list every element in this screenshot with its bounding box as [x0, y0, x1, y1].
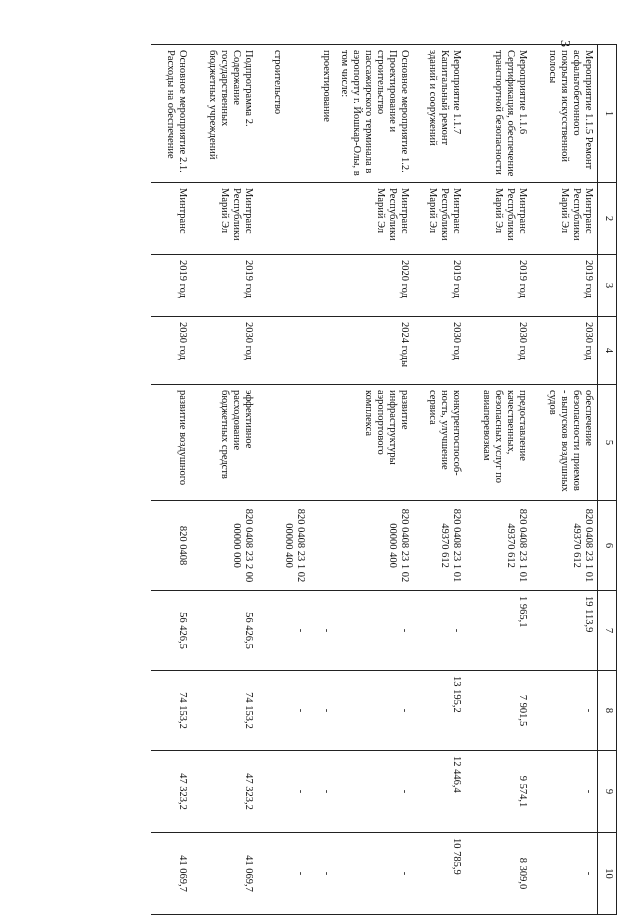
start-year: 2019 год: [151, 255, 191, 317]
end-year: 2030 год: [414, 317, 466, 385]
budget-table: [151, 44, 617, 915]
table-row: [257, 45, 309, 915]
start-year: 2019 год: [532, 255, 598, 317]
budget-code: 820 0408 23 1 02 00000 400: [335, 501, 413, 591]
executor: [257, 183, 309, 255]
measure-name: Основное мероприятие 2.1. Расходы на обеспечение: [151, 45, 191, 183]
expected-result: [257, 385, 309, 501]
value-col10: -: [335, 833, 413, 915]
value-col8: 7 901,5: [466, 671, 532, 751]
table-row: [414, 45, 466, 915]
header-cell: 1: [598, 45, 617, 183]
value-col10: -: [532, 833, 598, 915]
value-col9: -: [335, 751, 413, 833]
measure-name: Мероприятие 1.1.7 Капитальный ремонт зданий и сооружений: [414, 45, 466, 183]
header-row: [598, 45, 617, 915]
value-col7: -: [335, 591, 413, 671]
executor: Минтранс Республики Марий Эл: [335, 183, 413, 255]
start-year: 2019 год: [414, 255, 466, 317]
value-col10: 8 309,0: [466, 833, 532, 915]
budget-code: [309, 501, 335, 591]
value-col10: 41 069,7: [191, 833, 257, 915]
value-col9: 47 323,2: [151, 751, 191, 833]
value-col10: -: [309, 833, 335, 915]
end-year: [257, 317, 309, 385]
value-col7: 1 965,1: [466, 591, 532, 671]
value-col9: -: [309, 751, 335, 833]
value-col10: -: [257, 833, 309, 915]
start-year: 2019 год: [466, 255, 532, 317]
table-row: [151, 45, 191, 915]
measure-name: проектирование: [309, 45, 335, 183]
end-year: 2030 год: [191, 317, 257, 385]
end-year: 2030 год: [151, 317, 191, 385]
expected-result: [309, 385, 335, 501]
value-col7: -: [414, 591, 466, 671]
measure-name: Основное мероприятие 1.2. Проектирование и строительство пассажирского терминала в аэропорту г. Йошкар-Олы, в том числе:: [335, 45, 413, 183]
header-cell: 4: [598, 317, 617, 385]
value-col7: 56 426,5: [151, 591, 191, 671]
budget-code: 820 0408: [151, 501, 191, 591]
end-year: 2030 год: [466, 317, 532, 385]
budget-code: 820 0408 23 2 00 00000 000: [191, 501, 257, 591]
budget-code: 820 0408 23 1 01 49370 612: [414, 501, 466, 591]
expected-result: эффективное расходование бюджетных средств: [191, 385, 257, 501]
start-year: 2019 год: [191, 255, 257, 317]
value-col9: -: [257, 751, 309, 833]
header-cell: 7: [598, 591, 617, 671]
budget-code: 820 0408 23 1 01 49370 612: [532, 501, 598, 591]
value-col8: 74 153,2: [151, 671, 191, 751]
start-year: [309, 255, 335, 317]
executor: Минтранс Республики Марий Эл: [191, 183, 257, 255]
header-cell: 2: [598, 183, 617, 255]
measure-name: строительство: [257, 45, 309, 183]
expected-result: развитие воздушного: [151, 385, 191, 501]
value-col8: 74 153,2: [191, 671, 257, 751]
measure-name: Мероприятие 1.1.5 Ремонт асфальтобетонного покрытия искусственной полосы: [532, 45, 598, 183]
value-col8: -: [257, 671, 309, 751]
table-row: [335, 45, 413, 915]
rotated-table-container: [115, 44, 617, 914]
value-col7: -: [257, 591, 309, 671]
end-year: 2024 годы: [335, 317, 413, 385]
executor: Минтранс Республики Марий Эл: [414, 183, 466, 255]
expected-result: конкурентоспособ-ность, улучшение сервиса: [414, 385, 466, 501]
value-col9: 9 574,1: [466, 751, 532, 833]
table-row: [191, 45, 257, 915]
page-number: 3: [557, 40, 572, 47]
budget-code: 820 0408 23 1 02 00000 400: [257, 501, 309, 591]
table-row: [309, 45, 335, 915]
value-col10: 41 069,7: [151, 833, 191, 915]
value-col9: 12 446,4: [414, 751, 466, 833]
executor: Минтранс Республики Марий Эл: [532, 183, 598, 255]
end-year: [309, 317, 335, 385]
end-year: 2030 год: [532, 317, 598, 385]
value-col8: 13 195,2: [414, 671, 466, 751]
expected-result: предоставление качественных, безопасных услуг по авиаперевозкам: [466, 385, 532, 501]
value-col8: -: [335, 671, 413, 751]
value-col8: -: [532, 671, 598, 751]
expected-result: обеспечение безопасности приемов - выпусков воздушных судов: [532, 385, 598, 501]
header-cell: 10: [598, 833, 617, 915]
executor: Минтранс Республики Марий Эл: [466, 183, 532, 255]
value-col8: -: [309, 671, 335, 751]
executor: [309, 183, 335, 255]
table-row: [532, 45, 598, 915]
value-col7: 19 113,9: [532, 591, 598, 671]
measure-name: Подпрограмма 2. Содержание государственных бюджетных учреждений: [191, 45, 257, 183]
expected-result: развитие инфраструктуры аэропортового комплекса: [335, 385, 413, 501]
value-col10: 10 785,9: [414, 833, 466, 915]
header-cell: 6: [598, 501, 617, 591]
value-col7: -: [309, 591, 335, 671]
value-col9: -: [532, 751, 598, 833]
header-cell: 5: [598, 385, 617, 501]
header-cell: 3: [598, 255, 617, 317]
header-cell: 9: [598, 751, 617, 833]
budget-code: 820 0408 23 1 01 49370 612: [466, 501, 532, 591]
executor: Минтранс: [151, 183, 191, 255]
measure-name: Мероприятие 1.1.6 Сертификация, обеспечение транспортной безопасности: [466, 45, 532, 183]
start-year: [257, 255, 309, 317]
table-row: [466, 45, 532, 915]
value-col7: 56 426,5: [191, 591, 257, 671]
value-col9: 47 323,2: [191, 751, 257, 833]
header-cell: 8: [598, 671, 617, 751]
start-year: 2020 год: [335, 255, 413, 317]
